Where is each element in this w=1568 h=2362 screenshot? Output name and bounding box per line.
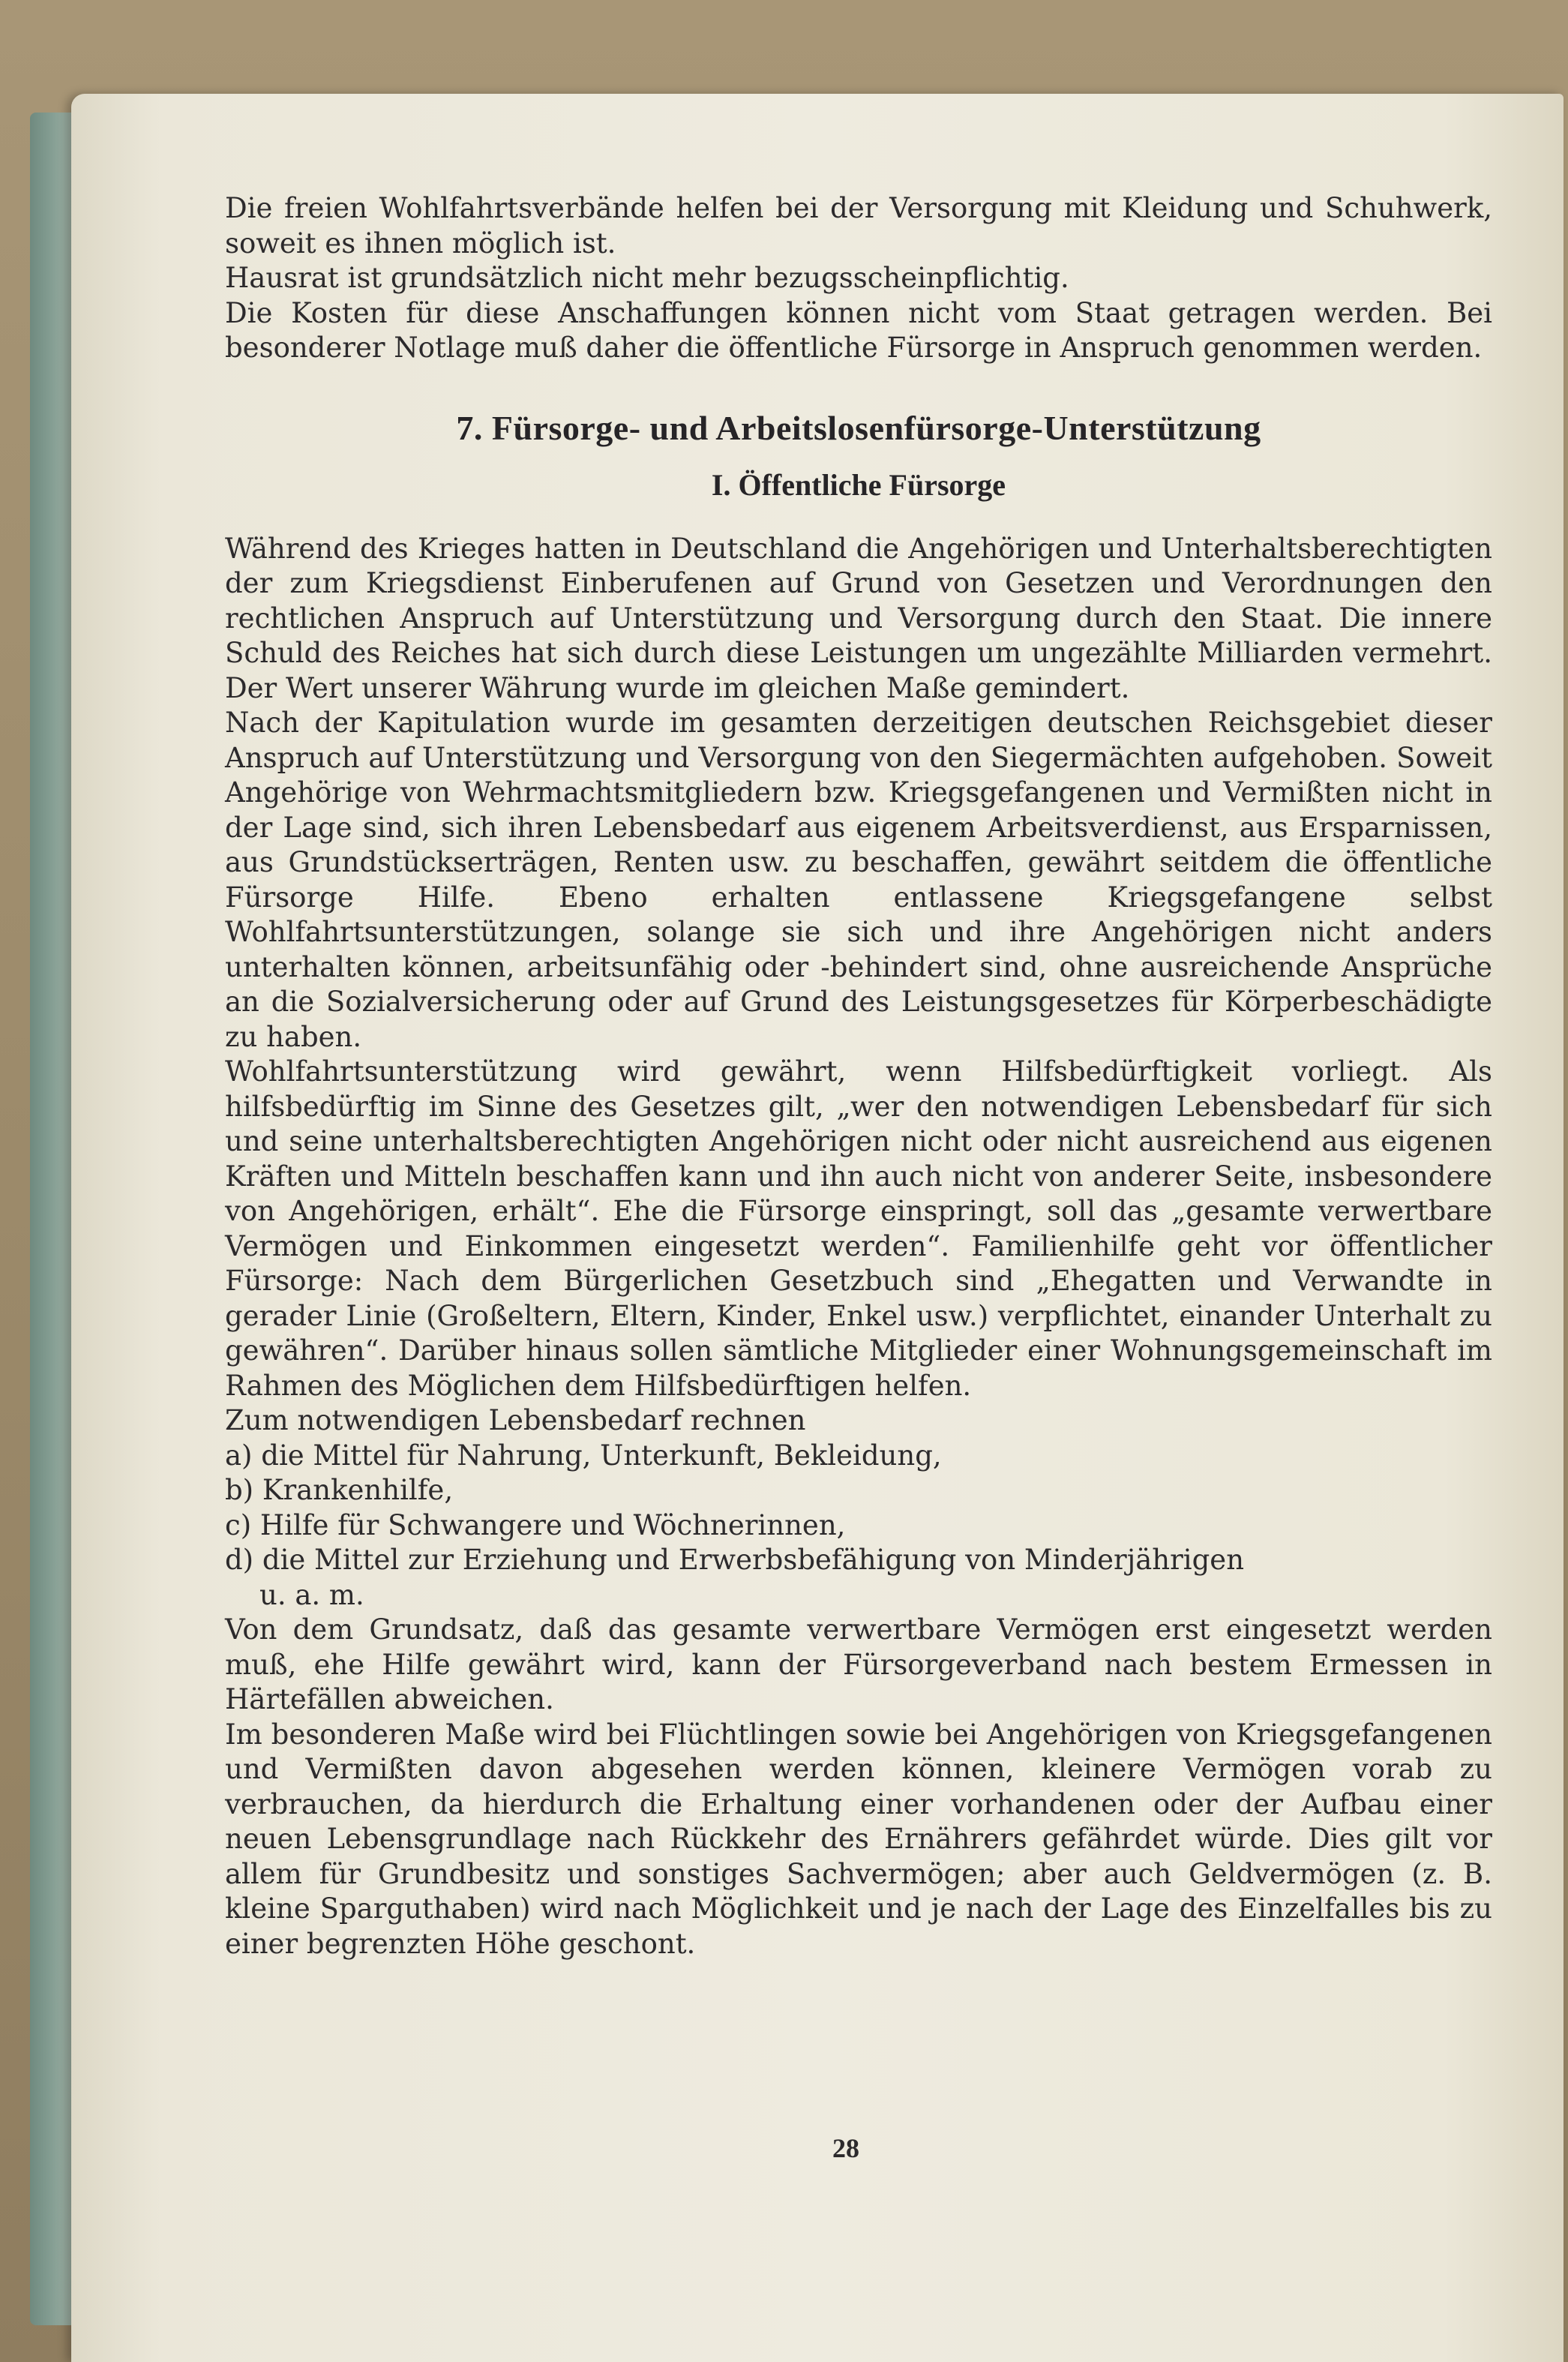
intro-line: Hausrat ist grundsätzlich nicht mehr bezugsscheinpflichtig. <box>225 262 1069 294</box>
paragraph: Wohlfahrtsunterstützung wird gewährt, wenn Hilfsbedürftigkeit vorliegt. Als hilfsbedürftig im Sinne des Gesetzes gilt, „wer den notwendigen Lebensbedarf für sich und seine unterhaltsberechtigten Angehörigen nicht oder nicht ausreichend aus eigenen Kräften und Mitteln beschaffen kann und ihn auch nicht von anderer Seite, insbesondere von Angehörigen, erhält“. Ehe die Fürsorge einspringt, soll das „gesamte verwertbare Vermögen und Einkommen eingesetzt werden“. Familienhilfe geht vor öffentlicher Fürsorge: Nach dem Bürgerlichen Gesetzbuch sind „Ehegatten und Verwandte in gerader Linie (Großeltern, Eltern, Kinder, Enkel usw.) verpflichtet, einander Unterhalt zu gewähren“. Darüber hinaus sollen sämtliche Mitglieder einer Wohnungsgemeinschaft im Rahmen des Möglichen dem Hilfsbedürftigen helfen. <box>225 1055 1492 1402</box>
subsection-title: I. Öffentliche Fürsorge <box>711 468 1006 502</box>
list-item: c) Hilfe für Schwangere und Wöchnerinnen, <box>225 1508 846 1541</box>
intro-block <box>225 191 1492 366</box>
list-item: b) Krankenhilfe, <box>225 1474 454 1506</box>
list-item: d) die Mittel zur Erziehung und Erwerbsbefähigung von Minderjährigen <box>225 1544 1245 1576</box>
page-number: 28 <box>832 2133 859 2163</box>
list-item: a) die Mittel für Nahrung, Unterkunft, Bekleidung, <box>225 1439 942 1472</box>
paragraph: Im besonderen Maße wird bei Flüchtlingen sowie bei Angehörigen von Kriegsgefangenen und Vermißten davon abgesehen werden können, kleinere Vermögen vorab zu verbrauchen, da hierdurch die Erhaltung einer vorhandenen oder der Aufbau einer neuen Lebensgrundlage nach Rückkehr des Ernährers gefährdet würde. Dies gilt vor allem für Grundbesitz und sonstiges Sachvermögen; aber auch Geldvermögen (z. B. kleine Sparguthaben) wird nach Möglichkeit und je nach der Lage des Einzelfalles bis zu einer begrenzten Höhe geschont. <box>225 1718 1492 1960</box>
list-tail: u. a. m. <box>259 1578 364 1611</box>
page-text <box>225 191 1492 1961</box>
intro-line: Die Kosten für diese Anschaffungen können nicht vom Staat getragen werden. Bei besonderer Notlage muß daher die öffentliche Fürsorge in Anspruch genommen werden. <box>225 296 1492 364</box>
paragraph: Zum notwendigen Lebensbedarf rechnen <box>225 1404 806 1436</box>
paragraph: Während des Krieges hatten in Deutschland die Angehörigen und Unterhaltsberechtigten der zum Kriegsdienst Einberufenen auf Grund von Gesetzen und Verordnungen den rechtlichen Anspruch auf Unterstützung und Versorgung durch den Staat. Die innere Schuld des Reiches hat sich durch diese Leistungen um ungezählte Milliarden vermehrt. Der Wert unserer Währung wurde im gleichen Maße gemindert. <box>225 532 1492 704</box>
paragraph: Nach der Kapitulation wurde im gesamten derzeitigen deutschen Reichsgebiet dieser Anspruch auf Unterstützung und Versorgung von den Siegermächten aufgehoben. Soweit Angehörige von Wehrmachtsmitgliedern bzw. Kriegsgefangenen und Vermißten nicht in der Lage sind, sich ihren Lebensbedarf aus eigenem Arbeitsverdienst, aus Ersparnissen, aus Grundstückserträgen, Renten usw. zu beschaffen, gewährt seitdem die öffentliche Fürsorge Hilfe. Ebeno erhalten entlassene Kriegsgefangene selbst Wohlfahrtsunterstützungen, solange sie sich und ihre Angehörigen nicht anders unterhalten können, arbeitsunfähig oder -behindert sind, ohne ausreichende Ansprüche an die Sozialversicherung oder auf Grund des Leistungsgesetzes für Körperbeschädigte zu haben. <box>225 707 1492 1053</box>
needs-list <box>225 1439 1492 1613</box>
paragraph: Von dem Grundsatz, daß das gesamte verwertbare Vermögen erst eingesetzt werden muß, ehe Hilfe gewährt wird, kann der Fürsorgeverband nach bestem Ermessen in Härtefällen abweichen. <box>225 1613 1492 1715</box>
section-title: 7. Fürsorge- und Arbeitslosenfürsorge-Unterstützung <box>456 408 1261 447</box>
intro-line: Die freien Wohlfahrtsverbände helfen bei der Versorgung mit Kleidung und Schuhwerk, soweit es ihnen möglich ist. <box>225 192 1492 260</box>
